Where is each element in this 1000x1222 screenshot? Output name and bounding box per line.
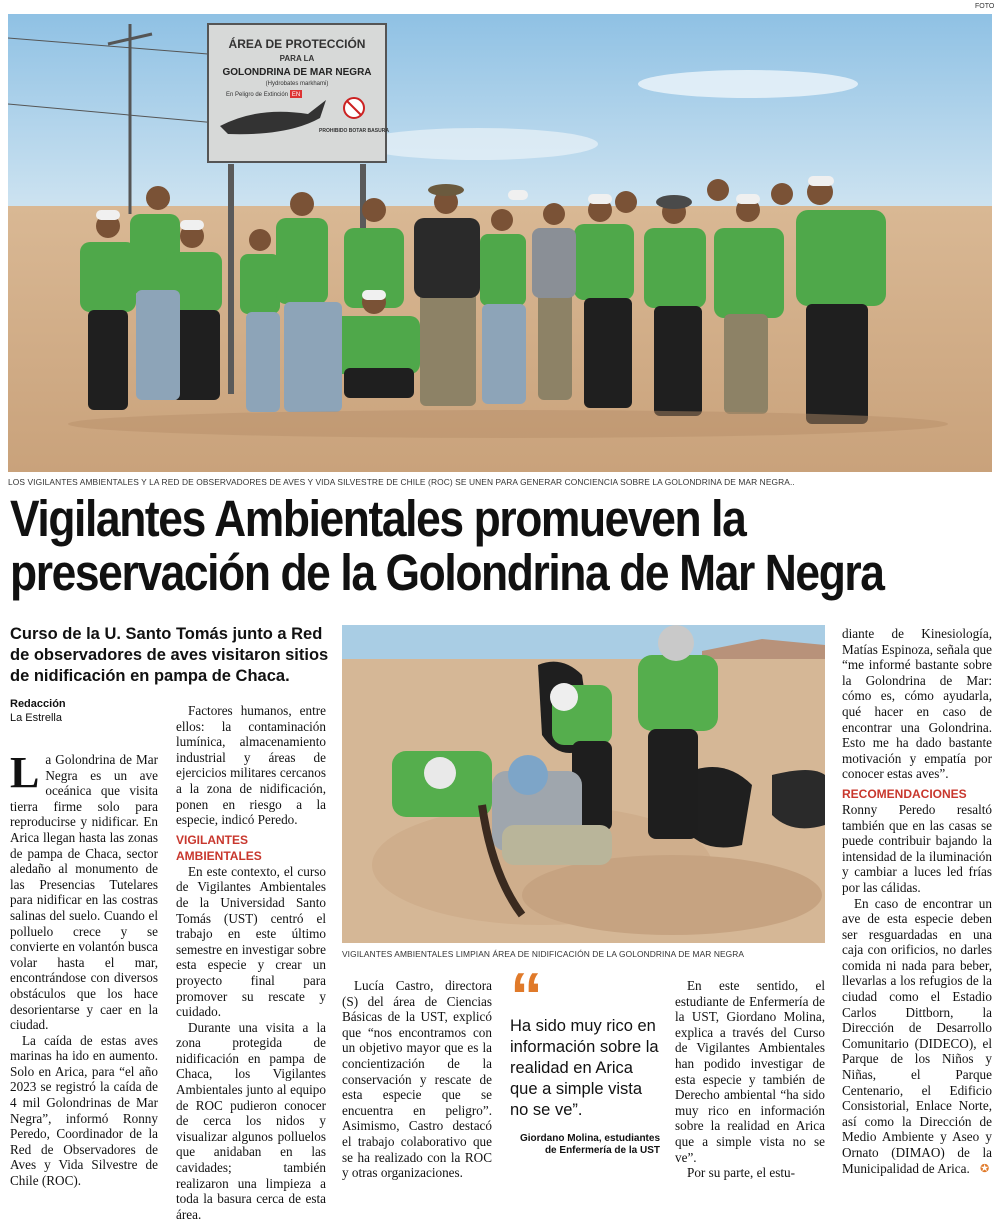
sign-prohibido: PROHIBIDO BOTAR BASURA bbox=[319, 128, 389, 134]
subheadline: Curso de la U. Santo Tomás junto a Red de observadores de aves visitaron sitios de nidificación en pampa de Chaca. bbox=[10, 625, 329, 685]
headline-line2: preservación de la Golondrina de Mar Negra bbox=[10, 544, 884, 601]
col2-paragraph-2: En este contexto, el curso de Vigilantes Ambientales de la Universidad Santo Tomás (UST) centró el trabajo en este último semestre en investigar sobre esta especie y crear un proyecto final para promover su rescate y cuidado. bbox=[176, 863, 326, 1020]
article-column-5 bbox=[675, 978, 825, 1181]
dropcap: L bbox=[10, 748, 40, 797]
quote-attribution-line2: de Enfermería de la UST bbox=[544, 1145, 660, 1156]
sign-line4: (Hydrobates markhami) bbox=[265, 81, 329, 87]
col6-paragraph-1: diante de Kinesiología, Matías Espinoza, señala que “me informé bastante sobre la Golondrina de Mar: cómo es, cómo ayudarla, qué hacer en caso de encontrar una Golondrina. Esto me ha dado bastante motivación y empatía por conocer estas aves”. bbox=[842, 626, 992, 782]
photo-credit-label: FOTO bbox=[975, 3, 995, 10]
col1-paragraph-2: La caída de estas aves marinas ha ido en aumento. Solo en Arica, para “el año 2023 se registró la caída de 4 mil Golondrinas de Mar Negra”, informó Ronny Peredo, Coordinador de la Red de Observadores de Aves y Vida Silvestre de Chile (ROC). bbox=[10, 1032, 158, 1189]
col6-paragraph-2: Ronny Peredo resaltó también que en las casas se puede contribuir bajando la intensidad de la iluminación y cambiar a luces led frías por las cálidas. bbox=[842, 801, 992, 895]
sign-line2: PARA LA bbox=[279, 54, 315, 63]
col2-paragraph-3: Durante una visita a la zona protegida de nidificación en pampa de Chaca, los Vigilantes Ambientales junto al equipo de ROC pudieron conocer de cerca los nidos y visualizar algunos polluelos que anidaban en las cavidades; también realizaron una limpieza a toda la basura cerca de esta área. bbox=[176, 1019, 326, 1222]
headline-line1: Vigilantes Ambientales promueven la bbox=[10, 490, 746, 547]
section-heading-recomendaciones: RECOMENDACIONES bbox=[842, 786, 967, 801]
cleanup-photo bbox=[342, 625, 825, 943]
end-mark-icon: ✪ bbox=[980, 1163, 990, 1175]
article-column-2 bbox=[176, 703, 326, 1222]
col2-paragraph-1: Factores humanos, entre ellos: la contaminación lumínica, almacenamiento industrial y áreas de ejercicios militares cercanos a la zona de nidificación, ponen en riesgo a la especie, indicó Peredo. bbox=[176, 703, 326, 828]
article-column-1 bbox=[10, 748, 158, 1189]
col3-paragraph-1: Lucía Castro, directora (S) del área de Ciencias Básicas de la UST, explicó que “nos encontramos con un objetivo mayor que es la concientización de la conservación y rescate de esta especie que se encuentra en peligro”. Asimismo, Castro destacó el trabajo colaborativo que se ha realizado con la ROC y otras organizaciones. bbox=[342, 978, 492, 1181]
group-photo bbox=[8, 14, 992, 472]
quote-attribution bbox=[510, 1133, 660, 1157]
byline-author: Redacción bbox=[10, 698, 66, 710]
col5-paragraph-2: Por su parte, el estu- bbox=[687, 1165, 796, 1181]
byline-outlet: La Estrella bbox=[10, 712, 62, 724]
sign-line3: GOLONDRINA DE MAR NEGRA bbox=[222, 67, 372, 78]
sign-badge: EN bbox=[291, 92, 301, 98]
sign-line5: En Peligro de Extinción bbox=[226, 92, 289, 98]
headline bbox=[10, 492, 993, 600]
quote-text: Ha sido muy rico en información sobre la realidad en Arica que a simple vista no se ve”. bbox=[510, 1017, 659, 1119]
pull-quote bbox=[510, 959, 660, 1157]
top-photo-caption: LOS VIGILANTES AMBIENTALES Y LA RED DE OBSERVADORES DE AVES Y VIDA SILVESTRE DE CHILE (ROC) SE UNEN PARA GENERAR CONCIENCIA SOBRE LA GOLONDRINA DE MAR NEGRA.. bbox=[8, 477, 795, 487]
cleanup-photo-illustration bbox=[342, 625, 825, 943]
mid-photo-caption: VIGILANTES AMBIENTALES LIMPIAN ÁREA DE NIDIFICACIÓN DE LA GOLONDRINA DE MAR NEGRA bbox=[342, 949, 745, 959]
article-column-3 bbox=[342, 978, 492, 1181]
col6-paragraph-3: En caso de encontrar un ave de esta especie deben ser resguardadas en una caja con orificios, no darles comida ni nada para beber, llevarlas a los refugios de la ciudad como el Estadio Carlos Dittborn, la Dirección de Desarrollo Comunitario (DIDECO), el Parque de los Niños y Niñas, el Parque Centenario, el Edificio Consistorial, Enlace Norte, así como la Dirección de Medio Ambiente y Aseo y Ornato (DIMAO) de la Municipalidad de Arica. bbox=[842, 895, 992, 1176]
section-heading-vigilantes: VIGILANTES AMBIENTALES bbox=[176, 832, 262, 863]
col5-paragraph-1: En este sentido, el estudiante de Enfermería de la UST, Giordano Molina, explica a través del Curso de Vigilantes Ambientales han podido investigar de esta especie y también de Derecho ambiental “ha sido muy rico en información sobre la realidad en Arica que a simple vista no se ve”. bbox=[675, 978, 825, 1165]
article-column-6 bbox=[842, 626, 992, 1176]
col1-paragraph-1: a Golondrina de Mar Negra es un ave oceánica que visita tierra firme solo para reproducirse y nidificar. En Arica llegan hasta las zonas de pampa de Chaca, sector aledaño al monumento de las Presencias Tutelares para nidificar en las costras salinas del suelo. Cuando el polluelo crece y se convierte en volantón busca volar hasta el mar, encontrándose con diversos obstáculos que los hace desorientarse y caer en la ciudad. bbox=[10, 752, 158, 1033]
sign-line1: ÁREA DE PROTECCIÓN bbox=[228, 37, 366, 51]
group-photo-illustration bbox=[8, 14, 992, 472]
quote-mark: “ bbox=[510, 959, 543, 1033]
quote-attribution-line1: Giordano Molina, estudiantes bbox=[519, 1133, 660, 1144]
byline bbox=[10, 697, 66, 725]
